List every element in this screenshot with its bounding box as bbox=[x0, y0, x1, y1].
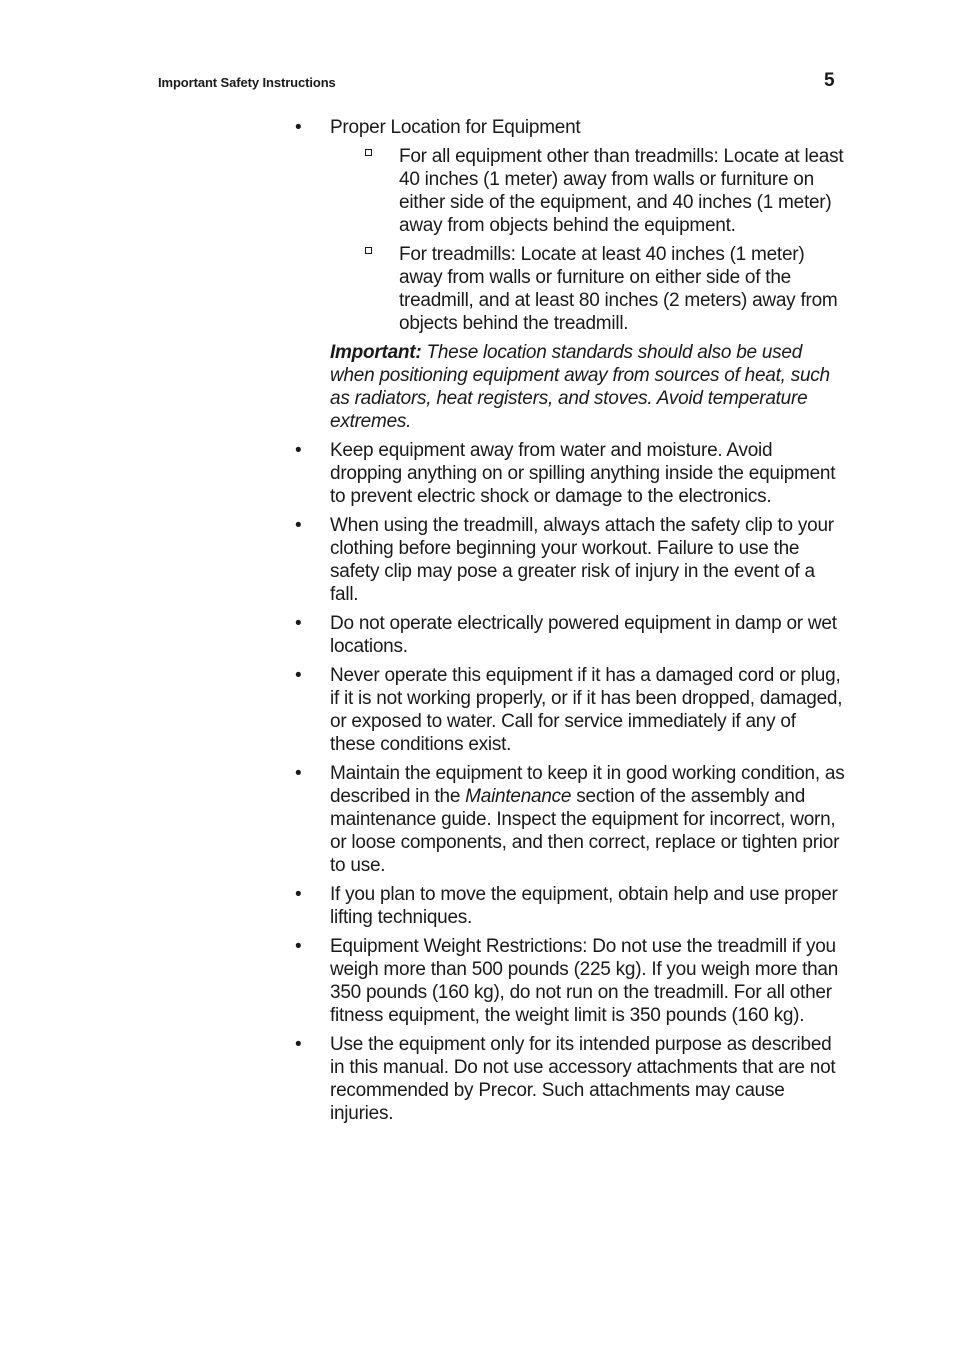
sub-list-item bbox=[330, 145, 845, 237]
bullet-icon: • bbox=[295, 1034, 302, 1055]
item-text: If you plan to move the equipment, obtain help and use proper lifting techniques. bbox=[330, 884, 838, 928]
item-text-part: Maintain the equipment to keep it in good working condition, as described in the bbox=[330, 763, 845, 807]
note-text: These location standards should also be used when positioning equipment away from sources of heat, such as radiators, heat registers, and stoves. Avoid temperature extremes. bbox=[330, 342, 830, 432]
sub-item-text: For treadmills: Locate at least 40 inches (1 meter) away from walls or furniture on either side of the treadmill, and at least 80 inches (2 meters) away from objects behind the treadmill. bbox=[399, 244, 838, 334]
note-label: Important: bbox=[330, 342, 422, 363]
list-item bbox=[295, 116, 845, 433]
page-number: 5 bbox=[824, 70, 835, 91]
header-title: Important Safety Instructions bbox=[158, 75, 336, 90]
sub-item-text: For all equipment other than treadmills: Locate at least 40 inches (1 meter) away from walls or furniture on either side of the equipment, and 40 inches (1 meter) away from objects behind the equipment. bbox=[399, 146, 844, 236]
important-note bbox=[330, 341, 845, 433]
item-text: Proper Location for Equipment bbox=[330, 117, 581, 138]
list-item bbox=[295, 439, 845, 508]
item-text: Use the equipment only for its intended purpose as described in this manual. Do not use accessory attachments that are not recommended by Precor. Such attachments may cause injuries. bbox=[330, 1034, 836, 1124]
bullet-icon: • bbox=[295, 884, 302, 905]
bullet-icon: • bbox=[295, 515, 302, 536]
item-text: When using the treadmill, always attach the safety clip to your clothing before beginning your workout. Failure to use the safety clip may pose a greater risk of injury in the event of a fall. bbox=[330, 515, 834, 605]
list-item bbox=[295, 514, 845, 606]
list-item bbox=[295, 664, 845, 756]
item-text: Do not operate electrically powered equipment in damp or wet locations. bbox=[330, 613, 837, 657]
bullet-icon: • bbox=[295, 763, 302, 784]
list-item bbox=[295, 883, 845, 929]
maintenance-reference: Maintenance bbox=[465, 786, 572, 807]
bullet-icon: • bbox=[295, 117, 302, 138]
item-text-part: section of the assembly and maintenance guide. Inspect the equipment for incorrect, worn, or loose components, and then correct, replace or tighten prior to use. bbox=[330, 786, 840, 876]
list-item bbox=[295, 935, 845, 1027]
square-bullet-icon bbox=[365, 149, 372, 156]
list-item bbox=[295, 612, 845, 658]
bullet-icon: • bbox=[295, 613, 302, 634]
item-text: Never operate this equipment if it has a damaged cord or plug, if it is not working properly, or if it has been dropped, damaged, or exposed to water. Call for service immediately if any of these conditions exist. bbox=[330, 665, 843, 755]
item-text: Equipment Weight Restrictions: Do not use the treadmill if you weigh more than 500 pounds (225 kg). If you weigh more than 350 pounds (160 kg), do not run on the treadmill. For all other fitness equipment, the weight limit is 350 pounds (160 kg). bbox=[330, 936, 839, 1026]
bullet-icon: • bbox=[295, 665, 302, 686]
list-item bbox=[295, 1033, 845, 1125]
square-bullet-icon bbox=[365, 247, 372, 254]
safety-list bbox=[295, 116, 845, 1131]
bullet-icon: • bbox=[295, 936, 302, 957]
list-item bbox=[295, 762, 845, 877]
sub-list bbox=[330, 145, 845, 335]
sub-list-item bbox=[330, 243, 845, 335]
bullet-icon: • bbox=[295, 440, 302, 461]
item-text: Keep equipment away from water and moisture. Avoid dropping anything on or spilling anything inside the equipment to prevent electric shock or damage to the electronics. bbox=[330, 440, 836, 507]
item-text bbox=[330, 762, 845, 877]
